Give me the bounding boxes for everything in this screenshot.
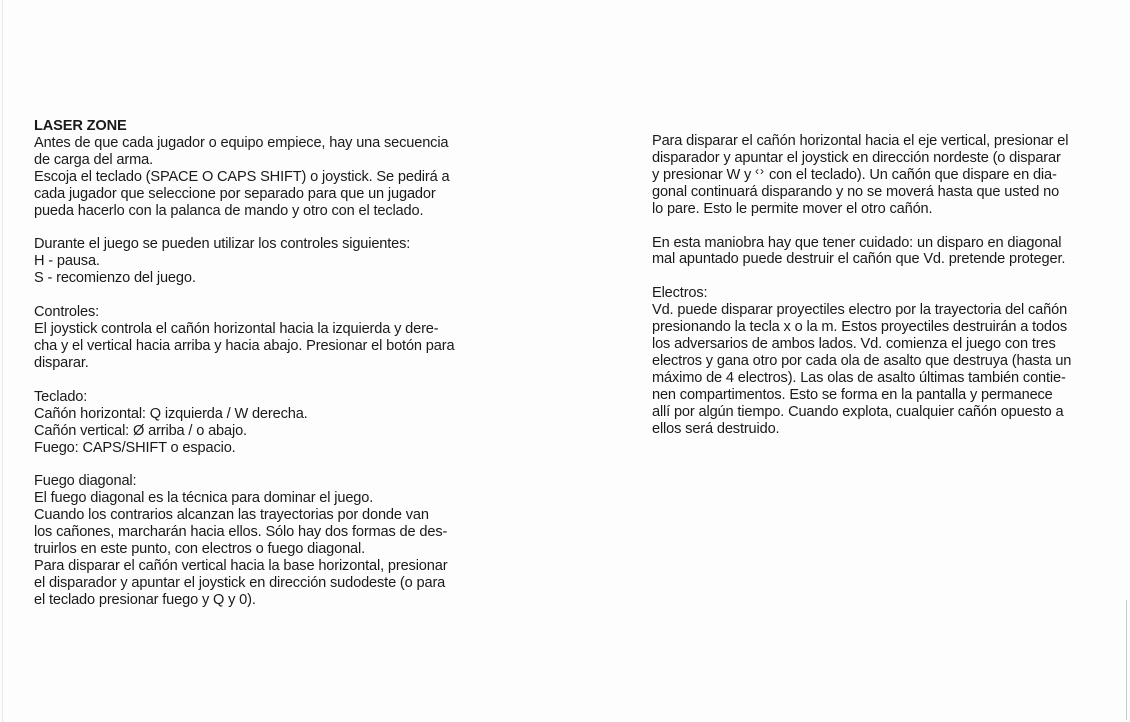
text-line: H - pausa. bbox=[34, 253, 100, 270]
page-edge-line bbox=[1126, 600, 1127, 720]
paragraph-intro bbox=[34, 135, 486, 220]
paragraph-gap bbox=[34, 287, 486, 304]
text-line: allí por algún tiempo. Cuando explota, cualquier cañón opuesto a bbox=[652, 403, 1064, 420]
paragraph-horizontal-fire bbox=[652, 133, 1104, 218]
text-line: S - recomienzo del juego. bbox=[34, 270, 196, 287]
text-fragment: con el teclado). Un cañón que dispare en dia- bbox=[768, 166, 1057, 183]
paragraph-fuego-diagonal bbox=[34, 473, 486, 608]
text-line: presionando la tecla x o la m. Estos proyectiles destruirán a todos bbox=[652, 319, 1068, 336]
text-line: Teclado: bbox=[34, 388, 88, 405]
paragraph-gap bbox=[34, 372, 486, 389]
text-line: En esta maniobra hay que tener cuidado: un disparo en diagonal bbox=[652, 234, 1062, 251]
text-line: Vd. puede disparar proyectiles electro por la trayectoria del cañón bbox=[652, 302, 1068, 319]
paragraph-gap bbox=[652, 268, 1104, 285]
text-line: los cañones, marcharán hacia ellos. Sólo hay dos formas de des- bbox=[34, 524, 448, 541]
paragraph-gap bbox=[34, 456, 486, 473]
paragraph-warning bbox=[652, 235, 1104, 269]
paragraph-gap bbox=[652, 218, 1104, 235]
text-line bbox=[652, 163, 1104, 184]
paragraph-game-controls bbox=[34, 236, 486, 287]
text-line: Cañón vertical: Ø arriba / o abajo. bbox=[34, 422, 247, 439]
text-line: Electros: bbox=[652, 285, 708, 302]
text-line: disparar. bbox=[34, 354, 89, 371]
text-line: Cañón horizontal: Q izquierda / W derecha. bbox=[34, 405, 308, 422]
text-line: disparador y apuntar el joystick en dirección nordeste (o disparar bbox=[652, 149, 1061, 166]
text-line: lo pare. Esto le permite mover el otro cañón. bbox=[652, 200, 933, 217]
text-line: ellos será destruido. bbox=[652, 420, 780, 437]
right-column bbox=[652, 133, 1104, 438]
text-line: los adversarios de ambos lados. Vd. comienza el juego con tres bbox=[652, 336, 1056, 353]
left-column bbox=[34, 118, 486, 609]
paragraph-gap bbox=[34, 219, 486, 236]
text-line: gonal continuará disparando y no se moverá hasta que usted no bbox=[652, 183, 1060, 200]
text-line: el disparador y apuntar el joystick en dirección sudodeste (o para bbox=[34, 574, 446, 591]
text-line: pueda hacerlo con la palanca de mando y otro con el teclado. bbox=[34, 202, 424, 219]
text-line: Cuando los contrarios alcanzan las trayectorias por donde van bbox=[34, 507, 429, 524]
text-line: cada jugador que seleccione por separado para que un jugador bbox=[34, 185, 436, 202]
text-line: el teclado presionar fuego y Q y 0). bbox=[34, 591, 256, 608]
text-line: Antes de que cada jugador o equipo empiece, hay una secuencia bbox=[34, 134, 449, 151]
text-line: El fuego diagonal es la técnica para dominar el juego. bbox=[34, 490, 374, 507]
text-line: electros y gana otro por cada ola de asalto que destruya (hasta un bbox=[652, 352, 1072, 369]
text-line: Controles: bbox=[34, 304, 100, 321]
text-line: cha y el vertical hacia arriba y hacia abajo. Presionar el botón para bbox=[34, 337, 455, 354]
text-line: Durante el juego se pueden utilizar los controles siguientes: bbox=[34, 236, 411, 253]
text-line: truirlos en este punto, con electros o fuego diagonal. bbox=[34, 541, 366, 558]
section-title: LASER ZONE bbox=[34, 118, 127, 134]
page-fold-line bbox=[2, 0, 3, 722]
text-fragment: y presionar W y bbox=[652, 166, 752, 183]
paragraph-teclado bbox=[34, 389, 486, 457]
paragraph-electros bbox=[652, 285, 1104, 437]
text-line: Fuego: CAPS/SHIFT o espacio. bbox=[34, 439, 236, 456]
text-line: Para disparar el cañón horizontal hacia el eje vertical, presionar el bbox=[652, 133, 1069, 149]
text-line: nen compartimentos. Esto se forma en la pantalla y permanece bbox=[652, 386, 1053, 403]
text-line: de carga del arma. bbox=[34, 151, 153, 168]
text-line: máximo de 4 electros). Las olas de asalto últimas también contie- bbox=[652, 369, 1066, 386]
paragraph-controles bbox=[34, 304, 486, 372]
text-line: mal apuntado puede destruir el cañón que Vd. pretende proteger. bbox=[652, 251, 1066, 268]
text-line: El joystick controla el cañón horizontal hacia la izquierda y dere- bbox=[34, 321, 439, 338]
text-line: Para disparar el cañón vertical hacia la base horizontal, presionar bbox=[34, 557, 448, 574]
text-line: Fuego diagonal: bbox=[34, 473, 137, 490]
text-line: Escoja el teclado (SPACE O CAPS SHIFT) o joystick. Se pedirá a bbox=[34, 168, 450, 185]
arrow-keys-icon: ‹› bbox=[755, 163, 766, 178]
